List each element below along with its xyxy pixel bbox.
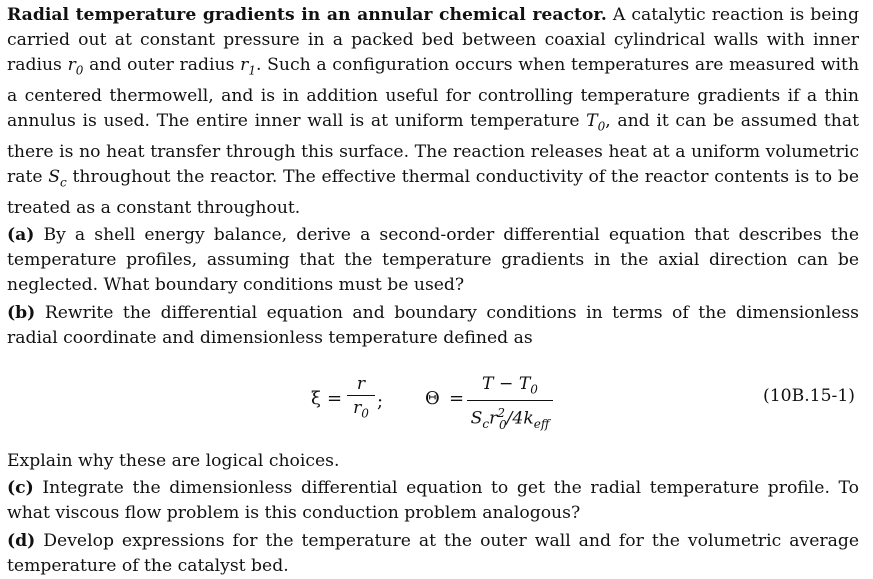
intro-text-2: and outer radius bbox=[89, 55, 235, 76]
symbol-Sc: $S_c$ bbox=[48, 167, 67, 190]
xi-denominator: $r_0$ bbox=[353, 397, 369, 421]
part-b bbox=[7, 301, 859, 351]
intro-text-4: , and it can be assumed that there is no heat transfer through this surface. The reaction releases heat at a uniform volumetric rate bbox=[7, 111, 859, 188]
part-c-text: Integrate the dimensionless differential equation to get the radial temperature profile. To what viscous flow problem is this conduction problem analogous? bbox=[7, 478, 860, 524]
problem-page bbox=[7, 3, 859, 579]
intro-text-3: . Such a configuration occurs when temperatures are measured with a centered thermowell, and is in addition useful for controlling temperature gradients if a thin annulus is used. The entire inner wall is at uniform temperature bbox=[7, 55, 860, 132]
equals-2: = bbox=[449, 387, 465, 409]
xi-symbol: ξ bbox=[311, 387, 321, 409]
equals-1: = bbox=[327, 387, 343, 409]
theta-numerator: $T - T_0$ bbox=[467, 373, 553, 401]
symbol-r1: $r_1$ bbox=[240, 55, 256, 78]
problem-title: Radial temperature gradients in an annular chemical reactor. bbox=[7, 5, 607, 25]
symbol-r0: $r_0$ bbox=[67, 55, 84, 78]
part-a-label: (a) bbox=[7, 224, 35, 245]
part-d-label: (d) bbox=[7, 530, 36, 551]
part-a bbox=[7, 223, 859, 299]
part-a-text: By a shell energy balance, derive a second-order differential equation that describes the temperature profiles, assuming that the temperature gradients in the axial direction can be neglected. What boundary conditions must be used? bbox=[7, 224, 859, 296]
separator: ; bbox=[377, 390, 384, 412]
after-equation-text: Explain why these are logical choices. bbox=[7, 450, 340, 471]
theta-denominator: $S_cr^2_0/4k_{eff}$ bbox=[470, 406, 550, 432]
part-b-label: (b) bbox=[7, 302, 36, 323]
part-c-label: (c) bbox=[7, 478, 34, 499]
part-c bbox=[7, 476, 859, 526]
part-b-text: Rewrite the differential equation and boundary conditions in terms of the dimensionless radial coordinate and dimensionless temperature defined as bbox=[7, 302, 860, 348]
after-equation bbox=[7, 449, 859, 474]
part-d-text: Develop expressions for the temperature at the outer wall and for the volumetric average temperature of the catalyst bed. bbox=[7, 530, 859, 576]
equation-number: (10B.15-1) bbox=[763, 385, 855, 406]
intro-text-1: A catalytic reaction is being carried out at constant pressure in a packed bed between coaxial cylindrical walls with inner radius bbox=[7, 5, 859, 76]
symbol-T0: $T_0$ bbox=[586, 111, 606, 134]
theta-symbol: Θ bbox=[425, 387, 440, 409]
xi-fraction bbox=[347, 373, 375, 425]
part-d bbox=[7, 529, 859, 579]
xi-numerator: r bbox=[347, 373, 375, 396]
theta-fraction bbox=[467, 373, 553, 437]
problem-intro bbox=[7, 3, 859, 221]
intro-text-5: throughout the reactor. The effective thermal conductivity of the reactor contents is to be treated as a constant throughout. bbox=[7, 167, 860, 218]
equation-10B-15-1 bbox=[7, 351, 859, 449]
